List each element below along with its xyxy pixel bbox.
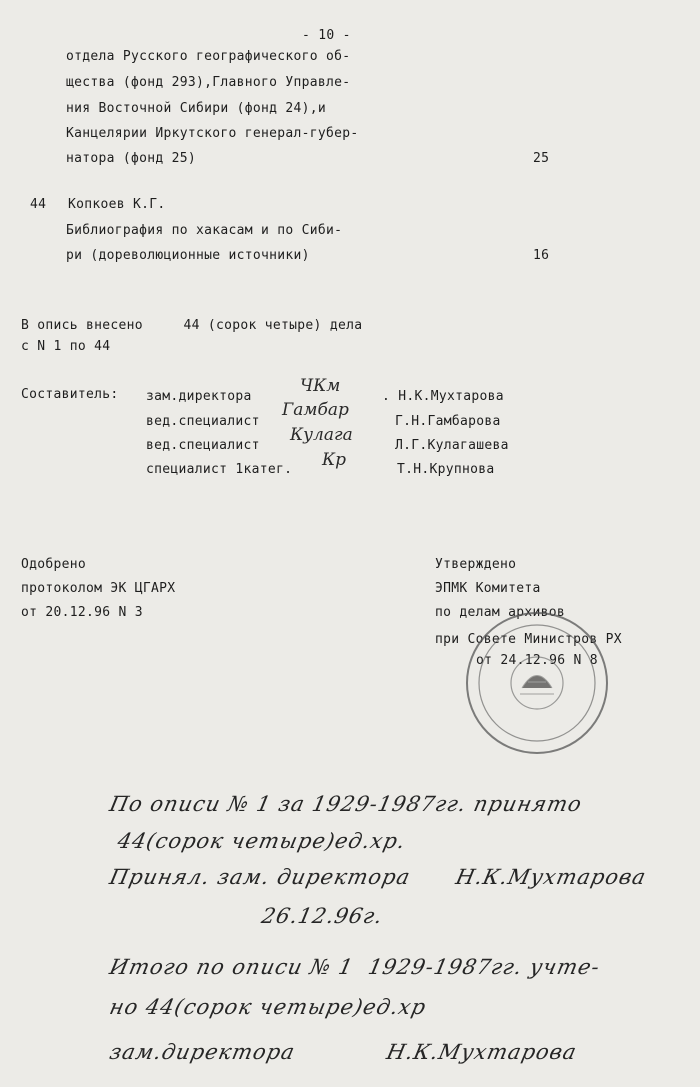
compiler-name: Г.Н.Гамбарова: [395, 414, 501, 429]
compiler-name: Т.Н.Крупнова: [397, 462, 495, 477]
compiler-position: специалист 1катег.: [146, 462, 293, 477]
entry-line: натора (фонд 25): [66, 151, 197, 166]
approval-line: Утверждено: [435, 557, 517, 572]
compiler-name: Л.Г.Кулагашева: [395, 438, 509, 453]
compilers-label: Составитель:: [21, 387, 119, 402]
entry-pages: 25: [533, 151, 550, 166]
handwritten-line: По описи № 1 за 1929-1987гг. принято: [107, 792, 585, 816]
handwritten-line: Принял. зам. директора Н.К.Мухтарова: [107, 865, 649, 889]
compiler-position: вед.специалист: [146, 438, 260, 453]
page-number: - 10 -: [302, 28, 351, 43]
entry-title-line: ри (дореволюционные источники): [66, 248, 310, 263]
compiler-position: зам.директора: [146, 389, 252, 404]
entry-author: Копкоев К.Г.: [68, 197, 166, 212]
round-seal-stamp: [462, 608, 612, 758]
approval-line: протоколом ЭК ЦГАРХ: [21, 581, 176, 596]
approval-line: Одобрено: [21, 557, 87, 572]
entry-number: 44: [30, 197, 47, 212]
approval-line: ЭПМК Комитета: [435, 581, 541, 596]
handwritten-line: 26.12.96г.: [259, 904, 386, 928]
entry-line: Канцелярии Иркутского генерал-губер-: [66, 126, 359, 141]
compiler-signature: Гамбар: [282, 400, 349, 420]
entry-line: ния Восточной Сибири (фонд 24),и: [66, 101, 327, 116]
approval-line: при Совете Министров РХ: [435, 632, 622, 647]
compiler-signature: ЧКм: [300, 376, 341, 396]
compiler-position: вед.специалист: [146, 414, 260, 429]
compiler-name: . Н.К.Мухтарова: [382, 389, 504, 404]
handwritten-line: Итого по описи № 1 1929-1987гг. учте-: [107, 955, 603, 979]
handwritten-line: но 44(сорок четыре)ед.хр: [107, 995, 429, 1019]
summary-line: с N 1 по 44: [21, 339, 111, 354]
approval-line: от 24.12.96 N 8: [476, 653, 598, 668]
handwritten-line: 44(сорок четыре)ед.хр.: [115, 829, 409, 853]
entry-pages: 16: [533, 248, 550, 263]
compiler-signature: Кулага: [290, 425, 353, 445]
compiler-signature: Кр: [322, 450, 347, 470]
entry-line: щества (фонд 293),Главного Управле-: [66, 75, 351, 90]
handwritten-line: зам.директора Н.К.Мухтарова: [107, 1040, 580, 1064]
approval-line: от 20.12.96 N 3: [21, 605, 143, 620]
entry-title-line: Библиография по хакасам и по Сиби-: [66, 223, 343, 238]
approval-line: по делам архивов: [435, 605, 566, 620]
entry-line: отдела Русского географического об-: [66, 49, 351, 64]
summary-line: В опись внесено 44 (сорок четыре) дела: [21, 318, 363, 333]
